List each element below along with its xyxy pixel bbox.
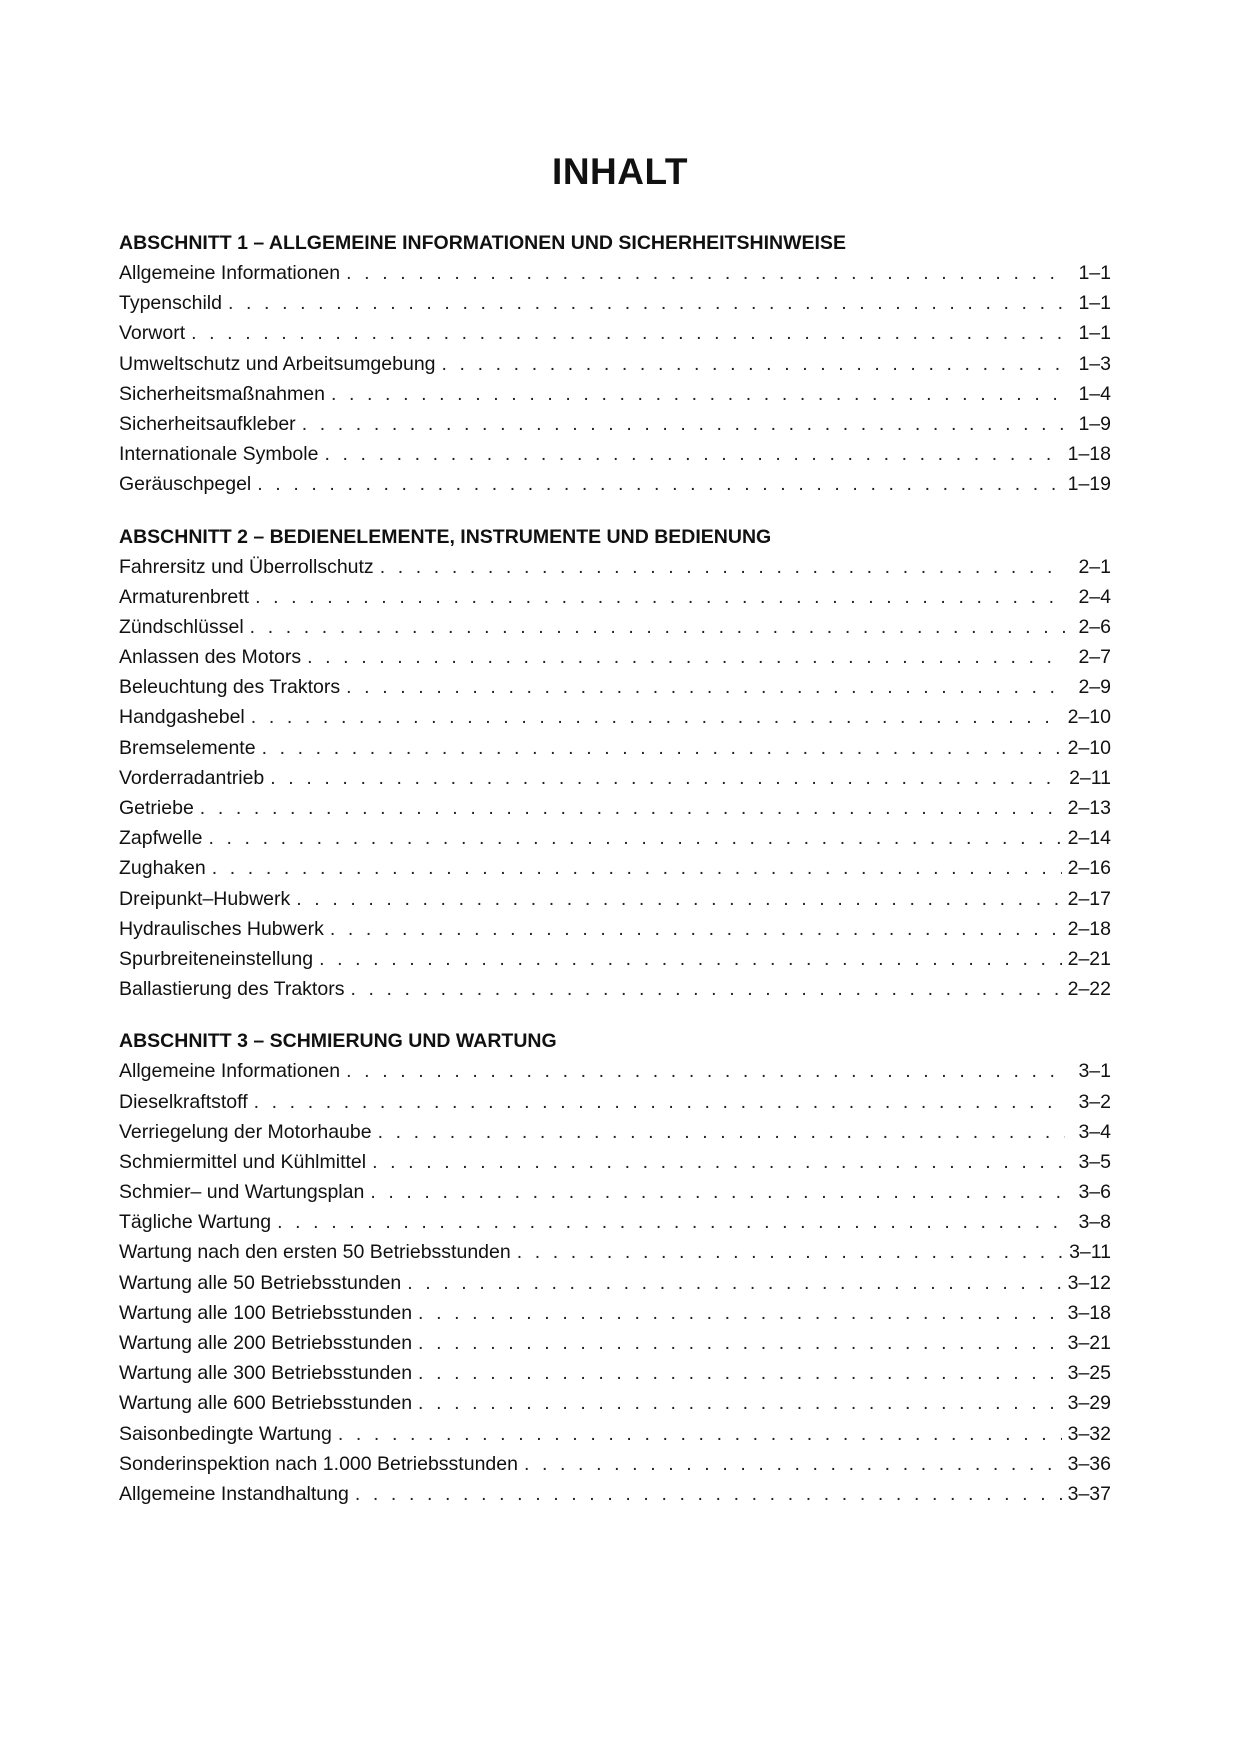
toc-entry[interactable] (119, 763, 1111, 793)
leader-dots (346, 672, 1065, 702)
toc-entry[interactable] (119, 258, 1111, 288)
toc-entry-label: Wartung nach den ersten 50 Betriebsstunden (119, 1241, 511, 1264)
leader-dots (350, 974, 1061, 1004)
toc-entry-label: Anlassen des Motors (119, 646, 302, 669)
toc-entry-label: Armaturenbrett (119, 585, 250, 608)
section-heading: ABSCHNITT 2 – BEDIENELEMENTE, INSTRUMENTE UND BEDIENUNG (119, 525, 772, 548)
leader-dots (228, 288, 1065, 318)
leader-dots (418, 1298, 1062, 1328)
toc-entry[interactable] (119, 1419, 1111, 1449)
toc-entry[interactable] (119, 823, 1111, 853)
toc-entry-label: Schmier– und Wartungsplan (119, 1181, 365, 1204)
leader-dots (407, 1268, 1061, 1298)
toc-entry[interactable] (119, 552, 1111, 582)
toc-entry-page: 2–11 (1069, 766, 1111, 789)
section-heading: ABSCHNITT 3 – SCHMIERUNG UND WARTUNG (119, 1030, 557, 1053)
toc-entry-label: Wartung alle 300 Betriebsstunden (119, 1362, 413, 1385)
toc-entry-page: 2–13 (1067, 797, 1111, 819)
toc-entry-page: 2–9 (1078, 676, 1111, 699)
toc-entry-label: Zapfwelle (119, 827, 203, 850)
toc-entry-page: 1–1 (1078, 292, 1111, 315)
toc-entry-page: 1–3 (1078, 352, 1111, 375)
toc-entry[interactable] (119, 379, 1111, 409)
toc-entry-page: 1–9 (1078, 412, 1111, 435)
toc-entry-label: Internationale Symbole (119, 443, 319, 466)
toc-entry-label: Beleuchtung des Traktors (119, 676, 341, 699)
leader-dots (296, 884, 1061, 914)
toc-entry[interactable] (119, 944, 1111, 974)
toc-entry-page: 2–14 (1067, 827, 1111, 850)
leader-dots (442, 349, 1065, 379)
toc-entry-label: Handgashebel (119, 706, 245, 729)
toc-entry-label: Saisonbedingte Wartung (119, 1422, 332, 1445)
toc-entry[interactable] (119, 288, 1111, 318)
toc-entry-page: 3–32 (1067, 1422, 1111, 1445)
toc-entry-label: Vorderradantrieb (119, 766, 265, 789)
toc-entry-label: Spurbreiteneinstellung (119, 947, 314, 970)
toc-entry-label: Tägliche Wartung (119, 1211, 272, 1234)
toc-entry-page: 3–21 (1067, 1332, 1111, 1354)
toc-entry-label: Verriegelung der Motorhaube (119, 1120, 372, 1143)
toc-entry-page: 2–1 (1078, 555, 1111, 578)
toc-entry-label: Sicherheitsmaßnahmen (119, 382, 325, 405)
toc-entry-label: Allgemeine Instandhaltung (119, 1482, 349, 1505)
toc-entry[interactable] (119, 1298, 1111, 1328)
toc-entry[interactable] (119, 318, 1111, 348)
toc-entry-label: Zughaken (119, 857, 206, 880)
toc-entry-page: 3–8 (1078, 1211, 1111, 1234)
toc-entry[interactable] (119, 1479, 1111, 1509)
toc-entry-page: 2–6 (1078, 615, 1111, 638)
toc-section-1 (119, 228, 1111, 500)
leader-dots (212, 853, 1062, 883)
toc-entry[interactable] (119, 914, 1111, 944)
toc-entry-label: Wartung alle 600 Betriebsstunden (119, 1392, 413, 1415)
toc-entry-page: 2–10 (1067, 706, 1111, 729)
toc-entry-label: Hydraulisches Hubwerk (119, 917, 324, 940)
toc-entry[interactable] (119, 409, 1111, 439)
toc-entry[interactable] (119, 884, 1111, 914)
toc-entry-label: Zündschlüssel (119, 615, 244, 638)
toc-entry-page: 2–4 (1078, 585, 1111, 608)
toc-entry[interactable] (119, 1449, 1111, 1479)
section-heading: ABSCHNITT 1 – ALLGEMEINE INFORMATIONEN UND SICHERHEITSHINWEISE (119, 232, 846, 254)
leader-dots (302, 409, 1065, 439)
toc-entry-page: 2–7 (1078, 646, 1111, 669)
toc-entry[interactable] (119, 853, 1111, 883)
toc-entry-page: 1–19 (1067, 473, 1111, 496)
leader-dots (418, 1358, 1062, 1388)
leader-dots (262, 733, 1062, 763)
toc-entry[interactable] (119, 1207, 1111, 1237)
toc-entry[interactable] (119, 582, 1111, 612)
leader-dots (331, 379, 1065, 409)
toc-entry-label: Sicherheitsaufkleber (119, 412, 296, 435)
toc-entry-page: 2–16 (1067, 857, 1111, 880)
toc-entry-page: 3–2 (1078, 1090, 1111, 1113)
table-of-contents (119, 228, 1111, 1531)
toc-entry[interactable] (119, 974, 1111, 1004)
toc-entry-page: 3–12 (1067, 1271, 1111, 1294)
toc-entry[interactable] (119, 1056, 1111, 1086)
toc-entry[interactable] (119, 1087, 1111, 1117)
leader-dots (355, 1479, 1062, 1509)
leader-dots (277, 1207, 1065, 1237)
toc-entry-page: 3–6 (1078, 1181, 1111, 1204)
leader-dots (517, 1237, 1063, 1267)
toc-section-3 (119, 1026, 1111, 1509)
leader-dots (338, 1419, 1062, 1449)
toc-entry[interactable] (119, 642, 1111, 672)
toc-entry-label: Dieselkraftstoff (119, 1090, 248, 1113)
toc-entry[interactable] (119, 1268, 1111, 1298)
toc-entry-page: 2–21 (1067, 947, 1111, 970)
leader-dots (270, 763, 1063, 793)
toc-entry[interactable] (119, 672, 1111, 702)
toc-entry-page: 3–25 (1067, 1362, 1111, 1385)
leader-dots (346, 258, 1065, 288)
leader-dots (200, 793, 1062, 823)
leader-dots (254, 1087, 1065, 1117)
leader-dots (208, 823, 1061, 853)
toc-entry[interactable] (119, 1358, 1111, 1388)
toc-entry-page: 2–18 (1067, 917, 1111, 940)
toc-entry-page: 1–4 (1078, 382, 1111, 405)
toc-entry-label: Geräuschpegel (119, 473, 252, 496)
page-title: INHALT (552, 151, 688, 192)
toc-entry[interactable] (119, 1147, 1111, 1177)
toc-entry-label: Ballastierung des Traktors (119, 978, 345, 1001)
toc-entry-page: 3–4 (1078, 1120, 1111, 1143)
toc-entry-label: Wartung alle 50 Betriebsstunden (119, 1271, 402, 1294)
toc-entry-page: 2–10 (1067, 736, 1111, 759)
toc-entry[interactable] (119, 1117, 1111, 1147)
toc-entry[interactable] (119, 1177, 1111, 1207)
leader-dots (255, 582, 1065, 612)
toc-entry-page: 3–11 (1069, 1241, 1111, 1264)
leader-dots (324, 439, 1061, 469)
toc-entry-page: 3–29 (1067, 1392, 1111, 1415)
leader-dots (330, 914, 1062, 944)
leader-dots (191, 318, 1065, 348)
leader-dots (378, 1117, 1065, 1147)
toc-entry-page: 2–17 (1067, 887, 1111, 910)
toc-entry-page: 3–5 (1078, 1150, 1111, 1173)
toc-entry[interactable] (119, 439, 1111, 469)
leader-dots (257, 469, 1061, 499)
toc-entry-page: 3–37 (1067, 1482, 1111, 1505)
toc-entry[interactable] (119, 702, 1111, 732)
leader-dots (251, 702, 1062, 732)
toc-entry[interactable] (119, 1388, 1111, 1418)
toc-entry-label: Umweltschutz und Arbeitsumgebung (119, 352, 436, 375)
toc-entry[interactable] (119, 1237, 1111, 1267)
leader-dots (319, 944, 1062, 974)
toc-entry-label: Bremselemente (119, 736, 256, 759)
toc-entry[interactable] (119, 612, 1111, 642)
toc-entry-label: Sonderinspektion nach 1.000 Betriebsstunden (119, 1452, 518, 1475)
toc-entry[interactable] (119, 349, 1111, 379)
leader-dots (372, 1147, 1065, 1177)
toc-entry-page: 1–1 (1078, 322, 1111, 345)
toc-entry-label: Typenschild (119, 292, 222, 315)
toc-entry-label: Vorwort (119, 322, 186, 345)
toc-section-2 (119, 522, 1111, 1005)
leader-dots (524, 1449, 1062, 1479)
toc-entry-page: 3–36 (1067, 1452, 1111, 1475)
toc-entry-label: Allgemeine Informationen (119, 262, 341, 284)
toc-entry-label: Fahrersitz und Überrollschutz (119, 555, 374, 578)
leader-dots (250, 612, 1065, 642)
toc-entry[interactable] (119, 733, 1111, 763)
leader-dots (418, 1388, 1062, 1418)
toc-entry-label: Dreipunkt–Hubwerk (119, 887, 291, 910)
toc-entry-label: Allgemeine Informationen (119, 1060, 341, 1083)
toc-entry-page: 1–1 (1078, 262, 1111, 284)
toc-entry-page: 3–18 (1067, 1301, 1111, 1324)
toc-entry[interactable] (119, 793, 1111, 823)
toc-entry-page: 3–1 (1078, 1060, 1111, 1083)
toc-entry[interactable] (119, 1328, 1111, 1358)
leader-dots (380, 552, 1065, 582)
leader-dots (370, 1177, 1065, 1207)
toc-entry-page: 1–18 (1067, 443, 1111, 466)
toc-entry-label: Schmiermittel und Kühlmittel (119, 1150, 367, 1173)
leader-dots (307, 642, 1065, 672)
leader-dots (418, 1328, 1062, 1358)
toc-entry-page: 2–22 (1067, 978, 1111, 1001)
toc-entry[interactable] (119, 469, 1111, 499)
toc-entry-label: Getriebe (119, 797, 194, 819)
toc-entry-label: Wartung alle 100 Betriebsstunden (119, 1301, 413, 1324)
leader-dots (346, 1056, 1065, 1086)
toc-entry-label: Wartung alle 200 Betriebsstunden (119, 1332, 413, 1354)
